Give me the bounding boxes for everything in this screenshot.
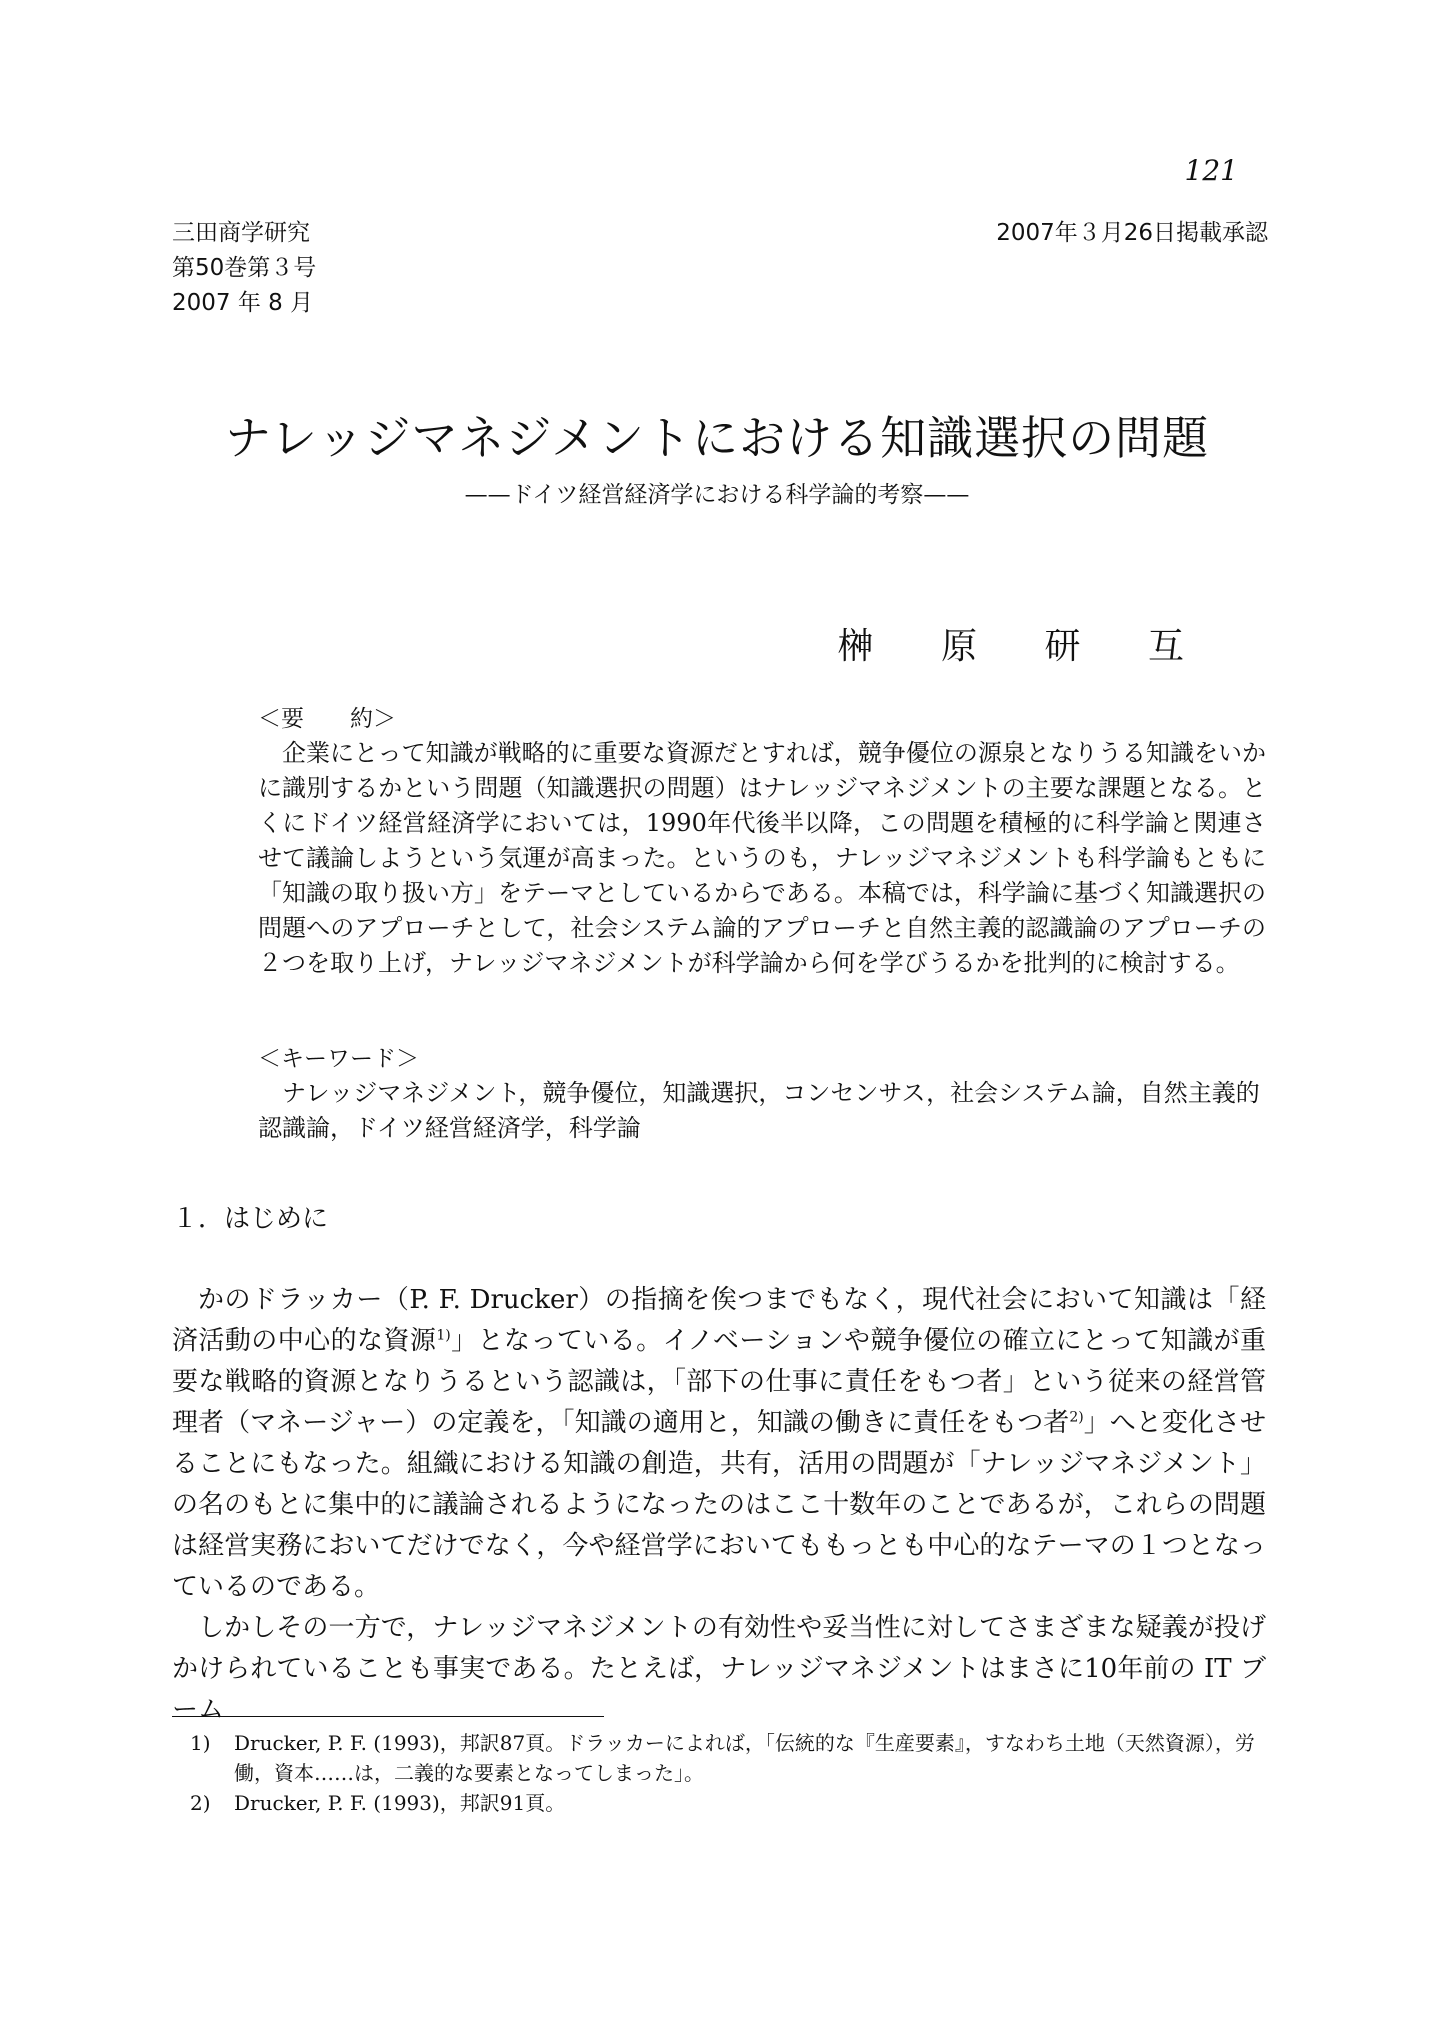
paper-title: ナレッジマネジメントにおける知識選択の問題: [224, 411, 1210, 465]
approval-date: 2007年３月26日掲載承認: [996, 220, 1268, 246]
abstract-heading: ＜要 約＞: [258, 706, 396, 732]
body-text: [172, 1280, 1266, 1731]
abstract-text: 企業にとって知識が戦略的に重要な資源だとすれば，競争優位の源泉となりうる知識をいかに識別するかという問題（知識選択の問題）はナレッジマネジメントの主要な課題となる。とくにドイツ経営経済学においては，1990年代後半以降，この問題を積極的に科学論と関連させて議論しようという気運が高まった。というのも，ナレッジマネジメントも科学論もともに「知識の取り扱い方」をテーマとしているからである。本稿では，科学論に基づく知識選択の問題へのアプローチとして，社会システム論的アプローチと自然主義的認識論のアプローチの２つを取り上げ，ナレッジマネジメントが科学論から何を学びうるかを批判的に検討する。: [258, 739, 1266, 977]
keywords-heading: ＜キーワード＞: [258, 1046, 419, 1072]
journal-name: 三田商学研究: [172, 220, 310, 246]
paragraph-1-part-a: かのドラッカー（P. F. Drucker）の指摘を俟つまでもなく，現代社会において知識は「経済活動の中心的な資源: [172, 1285, 1266, 1356]
footnote-ref-2[interactable]: 2): [1069, 1409, 1084, 1426]
footnote-ref-1[interactable]: 1): [436, 1327, 451, 1344]
paragraph-1-part-b: 」となっている。イノベーションや競争優位の確立にとって知識が重要な戦略的資源となりうるという認識は，「部下の仕事に責任をもつ者」という従来の経営管理者（マネージャー）の定義を，「知識の適用と，知識の働きに責任をもつ者: [172, 1326, 1266, 1438]
paper-subtitle: ——ドイツ経営経済学における科学論的考察——: [464, 482, 970, 508]
footnotes: [190, 1728, 1270, 1818]
keywords-text: ナレッジマネジメント，競争優位，知識選択，コンセンサス，社会システム論，自然主義的認識論，ドイツ経営経済学，科学論: [258, 1079, 1260, 1142]
abstract: [258, 736, 1266, 981]
keywords: [258, 1076, 1266, 1146]
journal-info: [172, 216, 316, 321]
footnote-number: 1): [190, 1731, 211, 1755]
paragraph-1: [172, 1280, 1266, 1608]
footnote-divider: [172, 1716, 604, 1717]
footnote-text: Drucker, P. F. (1993)，邦訳91頁。: [234, 1791, 566, 1815]
paragraph-2: しかしその一方で，ナレッジマネジメントの有効性や妥当性に対してさまざまな疑義が投げかけられていることも事実である。たとえば，ナレッジマネジメントはまさに10年前の IT ブーム: [172, 1613, 1266, 1725]
author-name: 榊 原 研 互: [837, 626, 1212, 667]
footnote-text: Drucker, P. F. (1993)，邦訳87頁。ドラッカーによれば，「伝統的な『生産要素』，すなわち土地（天然資源），労働，資本……は，二義的な要素となってしまった」。: [234, 1731, 1255, 1785]
footnote-number: 2): [190, 1791, 211, 1815]
paragraph-1-part-c: 」へと変化させることにもなった。組織における知識の創造，共有，活用の問題が「ナレッジマネジメント」の名のもとに集中的に議論されるようになったのはここ十数年のことであるが，これらの問題は経営実務においてだけでなく，今や経営学においてももっとも中心的なテーマの１つとなっているのである。: [172, 1408, 1266, 1602]
journal-volume: 第50巻第３号: [172, 255, 317, 281]
section-heading: １．はじめに: [172, 1204, 329, 1234]
footnote-2: [190, 1788, 1270, 1818]
footnote-1: [190, 1728, 1270, 1788]
page-number: 121: [1184, 154, 1238, 187]
journal-date: 2007 年 8 月: [172, 290, 314, 316]
